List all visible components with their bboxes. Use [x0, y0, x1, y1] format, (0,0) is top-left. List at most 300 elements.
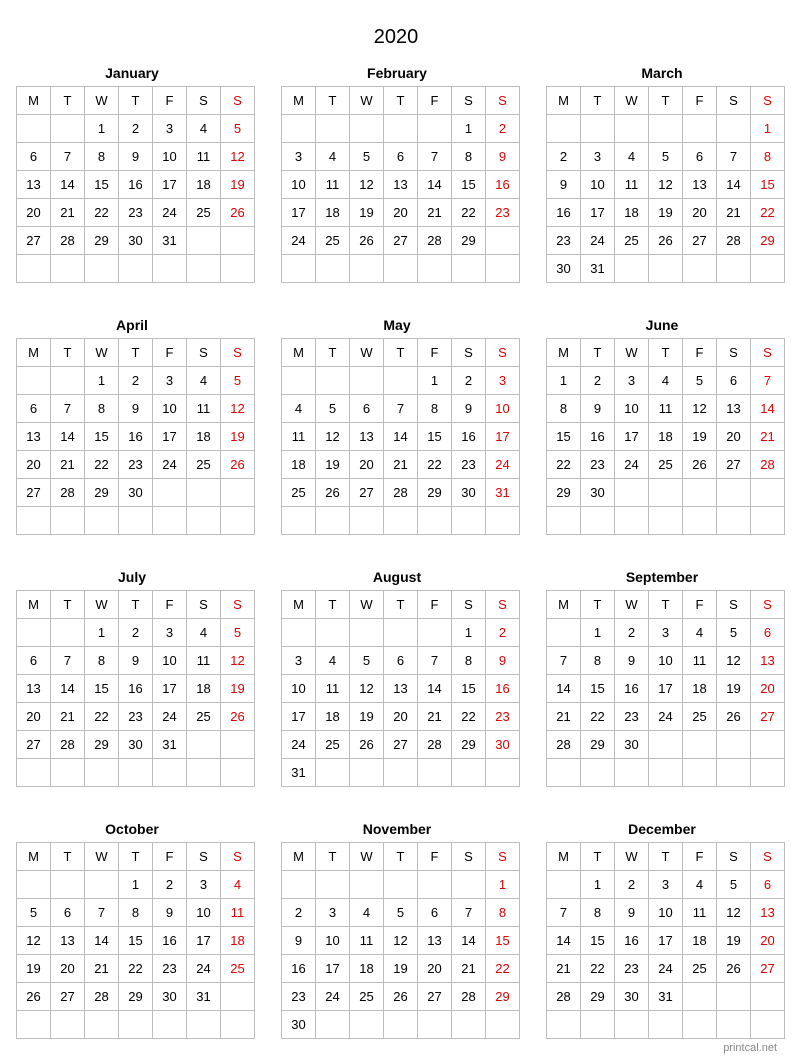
- day-cell: 10: [282, 675, 316, 703]
- month-june: [546, 314, 778, 535]
- weekday-header: W: [85, 591, 119, 619]
- day-cell: 18: [649, 423, 683, 451]
- week-row: [282, 955, 520, 983]
- day-cell: 5: [384, 899, 418, 927]
- day-cell: 2: [615, 619, 649, 647]
- day-cell: [547, 871, 581, 899]
- day-cell: 21: [418, 703, 452, 731]
- day-cell: 31: [282, 759, 316, 787]
- day-cell: 28: [418, 731, 452, 759]
- day-cell: [316, 1011, 350, 1039]
- day-cell: 17: [486, 423, 520, 451]
- day-cell: 2: [486, 619, 520, 647]
- week-row: [282, 1011, 520, 1039]
- weekday-header: M: [547, 87, 581, 115]
- day-cell: 24: [187, 955, 221, 983]
- weekday-header-row: [547, 339, 785, 367]
- day-cell: 23: [153, 955, 187, 983]
- day-cell: 9: [486, 647, 520, 675]
- day-cell: 30: [615, 983, 649, 1011]
- day-cell: [51, 871, 85, 899]
- day-cell: 1: [452, 619, 486, 647]
- day-cell: 26: [221, 451, 255, 479]
- month-grid: [16, 590, 255, 787]
- day-cell: 8: [85, 647, 119, 675]
- day-cell: [615, 507, 649, 535]
- day-cell: 23: [615, 703, 649, 731]
- day-cell: 8: [119, 899, 153, 927]
- day-cell: 28: [51, 731, 85, 759]
- week-row: [547, 1011, 785, 1039]
- day-cell: 10: [649, 647, 683, 675]
- week-row: [547, 451, 785, 479]
- day-cell: 26: [384, 983, 418, 1011]
- day-cell: 13: [350, 423, 384, 451]
- day-cell: [418, 619, 452, 647]
- day-cell: [683, 983, 717, 1011]
- day-cell: 22: [486, 955, 520, 983]
- day-cell: 28: [85, 983, 119, 1011]
- day-cell: 2: [282, 899, 316, 927]
- day-cell: 4: [683, 871, 717, 899]
- day-cell: 2: [119, 115, 153, 143]
- weekday-header: M: [17, 843, 51, 871]
- day-cell: 29: [85, 479, 119, 507]
- day-cell: 25: [187, 199, 221, 227]
- day-cell: 4: [221, 871, 255, 899]
- day-cell: 16: [615, 675, 649, 703]
- day-cell: [581, 1011, 615, 1039]
- month-title: April: [116, 317, 148, 333]
- day-cell: 27: [751, 955, 785, 983]
- weekday-header: T: [581, 843, 615, 871]
- day-cell: 11: [350, 927, 384, 955]
- day-cell: 20: [418, 955, 452, 983]
- week-row: [547, 675, 785, 703]
- week-row: [17, 255, 255, 283]
- day-cell: 24: [153, 703, 187, 731]
- day-cell: 4: [187, 115, 221, 143]
- day-cell: [350, 367, 384, 395]
- weekday-header: S: [452, 339, 486, 367]
- day-cell: 17: [615, 423, 649, 451]
- week-row: [282, 647, 520, 675]
- day-cell: 13: [384, 171, 418, 199]
- day-cell: 23: [119, 451, 153, 479]
- day-cell: 7: [418, 143, 452, 171]
- day-cell: 20: [350, 451, 384, 479]
- weekday-header-row: [282, 843, 520, 871]
- weekday-header: F: [418, 87, 452, 115]
- week-row: [17, 367, 255, 395]
- day-cell: 19: [717, 675, 751, 703]
- month-april: [16, 314, 248, 535]
- day-cell: 7: [452, 899, 486, 927]
- month-february: [281, 62, 513, 283]
- weekday-header-row: [282, 339, 520, 367]
- day-cell: 2: [486, 115, 520, 143]
- day-cell: 17: [649, 675, 683, 703]
- day-cell: 23: [452, 451, 486, 479]
- day-cell: 22: [85, 703, 119, 731]
- day-cell: 20: [17, 199, 51, 227]
- day-cell: 7: [384, 395, 418, 423]
- day-cell: [751, 255, 785, 283]
- day-cell: [418, 507, 452, 535]
- day-cell: 5: [649, 143, 683, 171]
- day-cell: 25: [282, 479, 316, 507]
- month-title: November: [362, 821, 432, 837]
- day-cell: 6: [683, 143, 717, 171]
- day-cell: 25: [187, 451, 221, 479]
- day-cell: [221, 479, 255, 507]
- day-cell: 19: [17, 955, 51, 983]
- day-cell: 15: [581, 675, 615, 703]
- weekday-header: W: [85, 843, 119, 871]
- day-cell: 19: [221, 171, 255, 199]
- day-cell: 15: [85, 423, 119, 451]
- day-cell: 22: [547, 451, 581, 479]
- day-cell: 24: [649, 955, 683, 983]
- day-cell: [751, 731, 785, 759]
- weekday-header: F: [418, 843, 452, 871]
- day-cell: 8: [486, 899, 520, 927]
- day-cell: 3: [282, 647, 316, 675]
- day-cell: 28: [717, 227, 751, 255]
- day-cell: 6: [17, 395, 51, 423]
- weekday-header: M: [282, 87, 316, 115]
- day-cell: 18: [316, 703, 350, 731]
- day-cell: 4: [615, 143, 649, 171]
- weekday-header: T: [51, 339, 85, 367]
- day-cell: [683, 1011, 717, 1039]
- day-cell: [486, 507, 520, 535]
- day-cell: 16: [153, 927, 187, 955]
- week-row: [17, 507, 255, 535]
- day-cell: 21: [751, 423, 785, 451]
- week-row: [547, 759, 785, 787]
- week-row: [547, 927, 785, 955]
- week-row: [282, 451, 520, 479]
- week-row: [17, 703, 255, 731]
- weekday-header: S: [452, 87, 486, 115]
- day-cell: [452, 759, 486, 787]
- day-cell: 15: [547, 423, 581, 451]
- day-cell: [350, 255, 384, 283]
- day-cell: 14: [418, 675, 452, 703]
- day-cell: 15: [581, 927, 615, 955]
- day-cell: [153, 759, 187, 787]
- day-cell: 25: [350, 983, 384, 1011]
- day-cell: 12: [717, 647, 751, 675]
- week-row: [282, 367, 520, 395]
- day-cell: 6: [384, 647, 418, 675]
- day-cell: [615, 115, 649, 143]
- day-cell: 27: [751, 703, 785, 731]
- weekday-header: W: [350, 87, 384, 115]
- week-row: [17, 955, 255, 983]
- day-cell: 13: [17, 675, 51, 703]
- day-cell: 18: [187, 423, 221, 451]
- day-cell: [85, 871, 119, 899]
- day-cell: [486, 759, 520, 787]
- day-cell: 11: [649, 395, 683, 423]
- day-cell: 24: [282, 731, 316, 759]
- day-cell: 6: [17, 143, 51, 171]
- day-cell: 24: [153, 451, 187, 479]
- day-cell: [717, 479, 751, 507]
- day-cell: 4: [683, 619, 717, 647]
- day-cell: 19: [221, 675, 255, 703]
- day-cell: [547, 619, 581, 647]
- day-cell: [316, 115, 350, 143]
- week-row: [282, 115, 520, 143]
- weekday-header: W: [615, 591, 649, 619]
- weekday-header: T: [649, 87, 683, 115]
- day-cell: 1: [581, 871, 615, 899]
- month-title: February: [367, 65, 427, 81]
- day-cell: [452, 871, 486, 899]
- week-row: [17, 759, 255, 787]
- day-cell: 27: [17, 479, 51, 507]
- day-cell: 9: [547, 171, 581, 199]
- day-cell: [452, 255, 486, 283]
- day-cell: 5: [221, 367, 255, 395]
- day-cell: 23: [547, 227, 581, 255]
- month-september: [546, 566, 778, 787]
- day-cell: [153, 507, 187, 535]
- week-row: [17, 199, 255, 227]
- day-cell: 31: [153, 227, 187, 255]
- day-cell: [717, 759, 751, 787]
- day-cell: [649, 479, 683, 507]
- day-cell: 18: [350, 955, 384, 983]
- day-cell: [316, 367, 350, 395]
- day-cell: 21: [384, 451, 418, 479]
- day-cell: 22: [85, 199, 119, 227]
- month-grid: [16, 338, 255, 535]
- weekday-header: T: [51, 591, 85, 619]
- day-cell: 25: [649, 451, 683, 479]
- day-cell: [751, 983, 785, 1011]
- day-cell: 4: [282, 395, 316, 423]
- week-row: [17, 983, 255, 1011]
- week-row: [547, 983, 785, 1011]
- day-cell: 30: [282, 1011, 316, 1039]
- day-cell: 14: [418, 171, 452, 199]
- day-cell: [384, 619, 418, 647]
- day-cell: [316, 871, 350, 899]
- day-cell: 17: [153, 171, 187, 199]
- day-cell: 26: [350, 731, 384, 759]
- day-cell: 6: [17, 647, 51, 675]
- day-cell: 19: [649, 199, 683, 227]
- day-cell: [316, 255, 350, 283]
- day-cell: [581, 759, 615, 787]
- week-row: [17, 227, 255, 255]
- week-row: [547, 395, 785, 423]
- weekday-header-row: [547, 591, 785, 619]
- day-cell: 21: [717, 199, 751, 227]
- year-title: 2020: [373, 26, 419, 48]
- day-cell: 23: [615, 955, 649, 983]
- day-cell: 8: [452, 647, 486, 675]
- day-cell: 28: [418, 227, 452, 255]
- weekday-header: M: [282, 339, 316, 367]
- day-cell: [119, 507, 153, 535]
- week-row: [547, 955, 785, 983]
- day-cell: 23: [119, 703, 153, 731]
- day-cell: [350, 619, 384, 647]
- day-cell: 1: [85, 619, 119, 647]
- footer-credit: printcal.net: [723, 1042, 777, 1054]
- day-cell: 10: [615, 395, 649, 423]
- day-cell: 13: [17, 423, 51, 451]
- day-cell: 9: [615, 899, 649, 927]
- day-cell: 9: [581, 395, 615, 423]
- day-cell: 4: [649, 367, 683, 395]
- day-cell: 6: [751, 871, 785, 899]
- weekday-header: T: [384, 591, 418, 619]
- day-cell: 19: [350, 199, 384, 227]
- day-cell: 9: [119, 647, 153, 675]
- day-cell: 27: [350, 479, 384, 507]
- day-cell: 21: [547, 703, 581, 731]
- weekday-header: S: [187, 843, 221, 871]
- day-cell: 11: [187, 647, 221, 675]
- day-cell: 10: [486, 395, 520, 423]
- day-cell: 13: [384, 675, 418, 703]
- week-row: [282, 675, 520, 703]
- day-cell: 16: [119, 171, 153, 199]
- weekday-header: S: [452, 591, 486, 619]
- day-cell: 9: [119, 395, 153, 423]
- day-cell: 11: [187, 395, 221, 423]
- day-cell: 28: [51, 227, 85, 255]
- day-cell: [187, 255, 221, 283]
- day-cell: 10: [649, 899, 683, 927]
- day-cell: 8: [85, 395, 119, 423]
- day-cell: [547, 115, 581, 143]
- day-cell: [153, 479, 187, 507]
- day-cell: 30: [119, 227, 153, 255]
- day-cell: 14: [51, 675, 85, 703]
- day-cell: 14: [547, 675, 581, 703]
- day-cell: 17: [282, 703, 316, 731]
- week-row: [547, 619, 785, 647]
- day-cell: [350, 507, 384, 535]
- day-cell: 20: [384, 199, 418, 227]
- day-cell: [547, 1011, 581, 1039]
- day-cell: [384, 507, 418, 535]
- week-row: [547, 479, 785, 507]
- weekday-header: F: [418, 339, 452, 367]
- week-row: [282, 171, 520, 199]
- week-row: [282, 703, 520, 731]
- day-cell: 12: [221, 395, 255, 423]
- day-cell: 26: [350, 227, 384, 255]
- weekday-header: T: [119, 339, 153, 367]
- weekday-header-row: [547, 87, 785, 115]
- day-cell: 12: [221, 143, 255, 171]
- day-cell: [282, 871, 316, 899]
- day-cell: 29: [751, 227, 785, 255]
- weekday-header: S: [187, 591, 221, 619]
- day-cell: 4: [187, 619, 221, 647]
- weekday-header: W: [615, 843, 649, 871]
- day-cell: 19: [683, 423, 717, 451]
- day-cell: 13: [51, 927, 85, 955]
- day-cell: 18: [221, 927, 255, 955]
- day-cell: 31: [649, 983, 683, 1011]
- day-cell: [187, 507, 221, 535]
- day-cell: 30: [119, 731, 153, 759]
- day-cell: 27: [683, 227, 717, 255]
- day-cell: 29: [581, 731, 615, 759]
- day-cell: [51, 1011, 85, 1039]
- day-cell: [547, 759, 581, 787]
- day-cell: 4: [316, 647, 350, 675]
- day-cell: 11: [316, 675, 350, 703]
- week-row: [282, 479, 520, 507]
- weekday-header: S: [717, 843, 751, 871]
- week-row: [282, 255, 520, 283]
- day-cell: 14: [51, 423, 85, 451]
- day-cell: [418, 871, 452, 899]
- weekday-header: T: [316, 339, 350, 367]
- day-cell: 9: [452, 395, 486, 423]
- day-cell: [17, 507, 51, 535]
- day-cell: [683, 731, 717, 759]
- day-cell: 17: [581, 199, 615, 227]
- day-cell: [85, 507, 119, 535]
- week-row: [17, 871, 255, 899]
- weekday-header: T: [581, 87, 615, 115]
- day-cell: 25: [615, 227, 649, 255]
- day-cell: [384, 255, 418, 283]
- day-cell: 15: [418, 423, 452, 451]
- day-cell: 21: [547, 955, 581, 983]
- day-cell: 9: [119, 143, 153, 171]
- month-january: [16, 62, 248, 283]
- day-cell: 30: [581, 479, 615, 507]
- weekday-header: M: [282, 843, 316, 871]
- month-march: [546, 62, 778, 283]
- day-cell: [486, 227, 520, 255]
- weekday-header: S: [486, 843, 520, 871]
- day-cell: 17: [153, 423, 187, 451]
- month-july: [16, 566, 248, 787]
- day-cell: [221, 255, 255, 283]
- day-cell: 3: [486, 367, 520, 395]
- day-cell: [486, 255, 520, 283]
- day-cell: 28: [751, 451, 785, 479]
- day-cell: 23: [486, 199, 520, 227]
- day-cell: 21: [51, 199, 85, 227]
- day-cell: 28: [547, 983, 581, 1011]
- day-cell: 2: [547, 143, 581, 171]
- weekday-header: S: [187, 339, 221, 367]
- day-cell: [384, 367, 418, 395]
- day-cell: [751, 507, 785, 535]
- day-cell: 27: [51, 983, 85, 1011]
- day-cell: 15: [85, 675, 119, 703]
- day-cell: 3: [153, 367, 187, 395]
- week-row: [282, 619, 520, 647]
- day-cell: 27: [17, 731, 51, 759]
- month-title: May: [383, 317, 411, 333]
- weekday-header: T: [51, 87, 85, 115]
